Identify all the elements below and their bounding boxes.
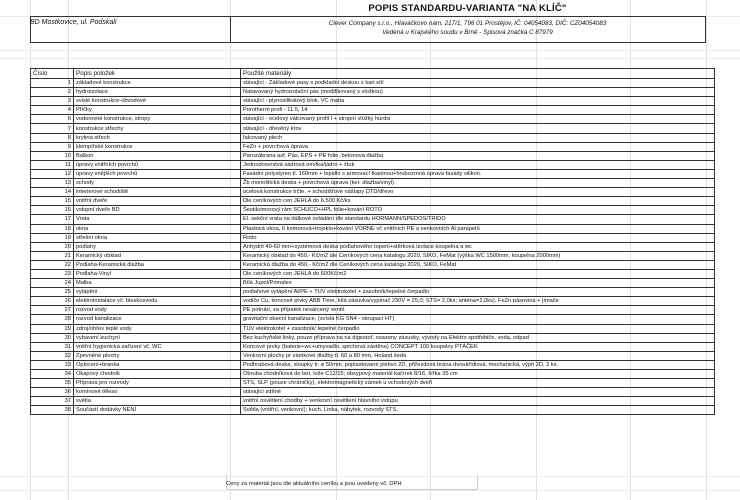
table-row [31, 269, 715, 278]
row-part: rozvod vody [74, 306, 241, 315]
row-number: 1 [31, 79, 74, 88]
row-number: 31 [31, 342, 74, 351]
row-number: 35 [31, 379, 74, 388]
company-info [230, 19, 705, 37]
row-part: podlahy [74, 242, 241, 251]
row-number: 38 [31, 406, 74, 415]
project-address: BD Mostkovice, ul. Podskalí [30, 19, 117, 26]
row-number: 34 [31, 370, 74, 379]
table-row [31, 88, 715, 97]
table-row [31, 169, 715, 178]
row-part: Příčky [74, 106, 241, 115]
row-material: PE potrubí, za přípatek nesárcený ventil. [241, 306, 715, 315]
table-row [31, 306, 715, 315]
company-line-2: Vedená u Krajského soudu v Brně - Spisová značka C 87979 [382, 29, 553, 36]
row-part: okna [74, 224, 241, 233]
table-row [31, 379, 715, 388]
row-material: stávající - Základové pasy s podkladní deskou s kari sítí [241, 79, 715, 88]
row-material: Obruba chodníková do bet. lože C12/15; obsypový materiál kačírek 8/16, šířka 35 cm [241, 370, 715, 379]
row-part: Malba [74, 279, 241, 288]
row-material: El. sekční vrata na dálkové ovládání dle standardu HORMANN/SPEDOS/TRIDO [241, 215, 715, 224]
table-row [31, 215, 715, 224]
table-row [31, 224, 715, 233]
row-material: TUV elektrokotel + zasobník/ tepelné čerpadlo [241, 324, 715, 333]
row-material: podlahové vytápění Al/PE + TUV elektrokotel + zasobník/tepelné čerpadlo [241, 288, 715, 297]
row-part: Součástí dodávky NENÍ [74, 406, 241, 415]
row-part: interierové schodiště [74, 188, 241, 197]
row-part: vytápění [74, 288, 241, 297]
table-row [31, 388, 715, 397]
table-header-row [31, 69, 715, 79]
row-part: vnitřní dveře [74, 197, 241, 206]
row-number: 13 [31, 179, 74, 188]
row-part: světla [74, 397, 241, 406]
row-material: stávající - plynosilikátový blok, VC malta [241, 97, 715, 106]
table-row [31, 233, 715, 242]
table-row [31, 315, 715, 324]
row-number: 36 [31, 388, 74, 397]
row-material: Koncové prvky (baterie+wc+umyvadlo, sprchová zástěna) CONCEPT 100 koupelny PTÁČEK [241, 342, 715, 351]
row-material: Keramická dlažba do 450,- Kč/m2 dle Ceníkových cena katalogu 2020, SIKO, FeMat [241, 260, 715, 269]
row-part: hydroizolace [74, 88, 241, 97]
row-part: střešní okna [74, 233, 241, 242]
row-material: stávající - dřevěný krov [241, 124, 715, 133]
table-row [31, 151, 715, 160]
table-row [31, 397, 715, 406]
row-material: FeZn + povrchová úprava [241, 142, 715, 151]
row-material: Porotherm profi - 11.5, 14 [241, 106, 715, 115]
row-part: krytina střech [74, 133, 241, 142]
table-row [31, 115, 715, 124]
row-material: vnitřní osvětlení chodby + venkovní osvětlení hlavního vstupu [241, 397, 715, 406]
grid-row-line [0, 58, 740, 59]
row-material: Světla (vnitřní, venkovní); kuch. Linka, nábytek, rozvody STS, [241, 406, 715, 415]
row-number: 23 [31, 269, 74, 278]
table-row [31, 370, 715, 379]
row-part: Zpevněné plochy [74, 351, 241, 360]
table-row [31, 333, 715, 342]
row-part: rozvod kanalizace [74, 315, 241, 324]
row-number: 19 [31, 233, 74, 242]
row-number: 30 [31, 333, 74, 342]
row-number: 4 [31, 106, 74, 115]
row-material: Venkovní plochy pr zámkové dlažby tl. 60 a 80 mm, Holand šedá [241, 351, 715, 360]
row-number: 2 [31, 88, 74, 97]
grid-row-line [0, 50, 740, 51]
table-row [31, 106, 715, 115]
table-row [31, 242, 715, 251]
row-number: 14 [31, 188, 74, 197]
row-number: 9 [31, 142, 74, 151]
row-material: Bílá Jupol/Primalex [241, 279, 715, 288]
table-row [31, 260, 715, 269]
company-line-1: Clever Company s.r.o., Hlaváčkovo nám. 217/1, 796 01 Prostějov, IČ: 04054083, DIČ: CZ04054083 [328, 20, 607, 27]
row-number: 18 [31, 224, 74, 233]
row-material: Žb monolitická deska + povrchová úprava (ker. dlažba/vinyl) [241, 179, 715, 188]
row-material: Dle ceníkových cen JEHLA do 6.500 Kč/ks [241, 197, 715, 206]
row-part: vnitřní hygienická zařízení vč. WC [74, 342, 241, 351]
table-row [31, 279, 715, 288]
row-number: 6 [31, 115, 74, 124]
row-part: Příprava pro rozvody [74, 379, 241, 388]
table-row [31, 160, 715, 169]
row-material: Anhydrit 40-60 mm+systémová deska podlahového topení+stěrková izolace koupelna a wc [241, 242, 715, 251]
row-number: 33 [31, 360, 74, 369]
header-material: Použité materiály [241, 69, 715, 79]
row-number: 3 [31, 97, 74, 106]
row-material: Bez kuchyňské linky, pouze příprava na na digestoř, osazeny zásuvky, vývody na Elektro spotřebiče, voda, odpad [241, 333, 715, 342]
row-material: gravitační obecní kanalizace, (svíslá KG SN4 - stoupací HT) [241, 315, 715, 324]
row-number: 12 [31, 169, 74, 178]
row-part: Podlaha-Vinyl [74, 269, 241, 278]
header-number: Číslo [31, 69, 74, 79]
document-title: POPIS STANDARDU-VARIANTA "NA KLÍČ" [368, 3, 567, 14]
row-material: Fasádní polystyren tl. 160mm + lepidlo s armovací tkaninou+hrubozrnná úprava fasády silikon. [241, 169, 715, 178]
row-material: Plastová okna, 6 komorová+trojsklo+kování VORNE vč vnitřních PE a venkovních Al parapetů [241, 224, 715, 233]
header-part: Popis položek [74, 69, 241, 79]
row-number: 24 [31, 279, 74, 288]
row-material: vodiče Cu, koncové prvky ABB Time, bílá zásuvka/vypínač 230V = 25,0; STS= 2,0ks; anténa=2,0ks), FeZn pásovina + jímače [241, 297, 715, 306]
row-material: Jednodosvrstvá sádrová omítka/jádro + štuk [241, 160, 715, 169]
row-part: elektroinstalace vč. bleskosvodu [74, 297, 241, 306]
row-part: Keramický obklad [74, 251, 241, 260]
row-number: 17 [31, 215, 74, 224]
row-part: klempířské konstrukce [74, 142, 241, 151]
row-part: svislé konstrukce-obvodové [74, 97, 241, 106]
row-part: Oplocení+branka [74, 360, 241, 369]
row-part: schody [74, 179, 241, 188]
row-number: 15 [31, 197, 74, 206]
row-part: vstupní dveře BD [74, 206, 241, 215]
row-number: 27 [31, 306, 74, 315]
row-number: 26 [31, 297, 74, 306]
grid-row-line [0, 490, 740, 491]
table-row [31, 206, 715, 215]
row-number: 25 [31, 288, 74, 297]
row-number: 20 [31, 242, 74, 251]
row-part: Okapový chodník [74, 370, 241, 379]
row-material: STS, SLP (pouze chráničky), elektromagnetický zámek u vchodových dveří [241, 379, 715, 388]
row-part: konstrukce střechy [74, 124, 241, 133]
standards-table [30, 68, 715, 415]
row-number: 10 [31, 151, 74, 160]
table-row [31, 406, 715, 415]
table-row [31, 197, 715, 206]
row-part: komínové těleso [74, 388, 241, 397]
row-part: úpravy vnitřních povrchů [74, 160, 241, 169]
row-number: 8 [31, 133, 74, 142]
row-number: 32 [31, 351, 74, 360]
row-number: 29 [31, 324, 74, 333]
row-number: 28 [31, 315, 74, 324]
row-part: Vrata [74, 215, 241, 224]
row-material: Keramický obklad do 450,- Kč/m2 dle Ceníkových cena katalogu 2020, SIKO, FeMat (výška WC 1500mm, koupelna 2000mm) [241, 251, 715, 260]
table-row [31, 124, 715, 133]
row-material: Šestikomorový rám SCHUCO+HPL folie+kování ROTO [241, 206, 715, 215]
table-row [31, 188, 715, 197]
row-part: Podlaha-Keramická dlažba [74, 260, 241, 269]
row-number: 7 [31, 124, 74, 133]
table-row [31, 97, 715, 106]
row-material: Rotto [241, 233, 715, 242]
table-row [31, 324, 715, 333]
row-part: vybavení kuchyní [74, 333, 241, 342]
row-material: ocelová konstrukce trčte. + schodišťové nášlapy DTD/dřevo [241, 188, 715, 197]
row-number: 11 [31, 160, 74, 169]
table-row [31, 142, 715, 151]
row-material: falcovaný plech [241, 133, 715, 142]
row-part: zdroj/ohřev teplé vody [74, 324, 241, 333]
row-number: 37 [31, 397, 74, 406]
row-material: Parozábrana asf. Pás, EPS + PE folie, betonová dlažba [241, 151, 715, 160]
row-material: Podhrabová deska, sloupky tr. ø 50mm, poplastované pletivo 2D, přířezdová brána dvoukřídlová, mechanická, výpň 2D, 2 ks. [241, 360, 715, 369]
row-number: 21 [31, 251, 74, 260]
row-material: Dle ceníkových cen JEHLA do 600Kč/m2 [241, 269, 715, 278]
price-note: Ceny za materiál jsou dle aktuálního ceníku a jsou uvedeny vč. DPH [226, 481, 402, 487]
row-material: stávající - ocelový válcovaný profil I + stropní vložky hurdis [241, 115, 715, 124]
table-row [31, 351, 715, 360]
row-material: stávající zděné [241, 388, 715, 397]
row-part: vodorovné konstrukce, stropy [74, 115, 241, 124]
row-part: úpravy vnějších povrchů [74, 169, 241, 178]
table-row [31, 133, 715, 142]
table-row [31, 297, 715, 306]
table-row [31, 360, 715, 369]
row-part: základové konstrukce [74, 79, 241, 88]
row-number: 22 [31, 260, 74, 269]
table-row [31, 342, 715, 351]
table-row [31, 79, 715, 88]
row-number: 16 [31, 206, 74, 215]
table-row [31, 251, 715, 260]
table-row [31, 288, 715, 297]
table-row [31, 179, 715, 188]
row-material: Natavovaný hydroizolační pás (modifikovaný s vložkou) [241, 88, 715, 97]
row-part: Balkon [74, 151, 241, 160]
